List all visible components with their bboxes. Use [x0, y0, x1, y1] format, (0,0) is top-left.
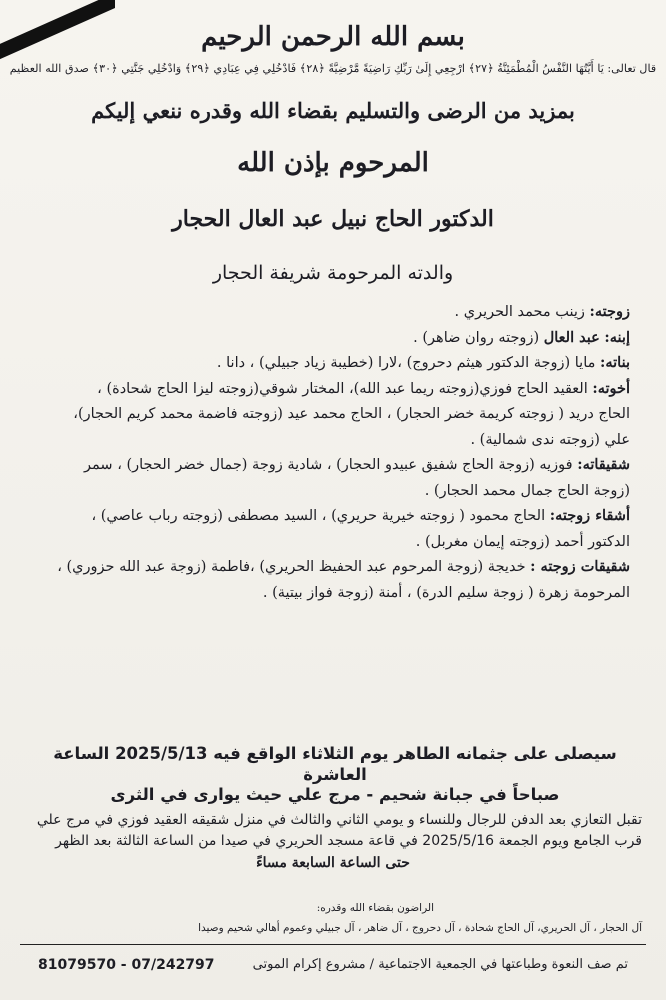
- deceased-name: الدكتور الحاج نبيل عبد العال الحجار: [172, 206, 494, 232]
- condolences-line-2: قرب الجامع ويوم الجمعة 2025/5/16 في قاعة مسجد الحريري في صيدا من الساعة الثالثة بعد الظهر: [55, 832, 642, 849]
- wife-brothers-label: أشقاء زوجته:: [549, 507, 630, 524]
- daughters-line: [30, 356, 630, 371]
- wife-brothers-text-1: الحاج محمود ( زوجته خيرية حريري) ، السيد مصطفى (زوجته رباب عاصي) ،: [91, 508, 546, 524]
- son-line: [30, 328, 630, 346]
- condolences-line-3: حتى الساعة السابعة مساءً: [256, 855, 410, 872]
- wife-label: زوجته:: [589, 303, 630, 320]
- son-name: عبد العال: [543, 328, 600, 346]
- footer-credit: تم صف النعوة وطباعتها في الجمعية الاجتماعية / مشروع إكرام الموتى: [252, 957, 628, 972]
- brothers-line-1: [30, 379, 630, 397]
- prayer-line-2: صباحاً في جبانة شحيم - مرج علي حيث يوارى في الثرى: [110, 785, 560, 805]
- daughters-names: مايا (زوجة الدكتور هيثم دحروج) ،لارا (خطيبة زياد جبيلي) ، دانا .: [216, 355, 596, 371]
- brothers-line-2: الحاج دريد ( زوجته كريمة خضر الحجار) ، الحاج محمد عيد (زوجته فاضمة محمد كريم الحجار)،: [73, 406, 630, 422]
- footer-phones: 81079570 - 07/242797: [38, 957, 215, 973]
- brothers-text-1: العقيد الحاج فوزي(زوجته ريما عبد الله)، المختار شوقي(زوجته ليزا الحاج شحادة) ،: [97, 380, 588, 397]
- son-label: إبنه:: [604, 328, 630, 346]
- wife-sisters-line-1: [30, 560, 630, 575]
- footer: [38, 955, 628, 979]
- basmala: بسم الله الرحمن الرحيم: [201, 22, 465, 52]
- son-detail: (زوجته روان ضاهر) .: [413, 329, 540, 346]
- quran-verse: قال تعالى: يَا أَيَّتُهَا النَّفْسُ الْمُطْمَئِنَّةُ ﴿٢٧﴾ ارْجِعِي إِلَىٰ رَبِّكِ رَاضِيَةً مَّرْضِيَّةً ﴿٢٨﴾ فَادْخُلِي فِي عِبَادِي ﴿٢٩﴾ وَادْخُلِي جَنَّتِي ﴿٣٠﴾ صدق الله العظيم: [9, 62, 657, 75]
- wife-sisters-line-2: المرحومة زهرة ( زوجة سليم الدرة) ، أمنة (زوجة فواز بيتية) .: [262, 584, 630, 601]
- wife-brothers-line-2: الدكتور أحمد (زوجته إيمان مغربل) .: [415, 533, 630, 550]
- mother-line: والدته المرحومة شريفة الحجار: [212, 262, 454, 284]
- condolences-line-1: تقبل التعازي بعد الدفن للرجال وللنساء و يومي الثاني والثالث في منزل شقيقه العقيد فوزي في مرج علي: [36, 812, 642, 828]
- wife-sisters-label: شقيقات زوجته :: [530, 558, 630, 575]
- sisters-text-1: فوزيه (زوجة الحاج شفيق عبيدو الحجار) ، شادية زوجة (جمال خضر الحجار) ، سمر: [84, 457, 573, 473]
- daughters-label: بناته:: [600, 354, 630, 371]
- relatives-list: [30, 305, 630, 611]
- sisters-label: شقيقاته:: [577, 456, 630, 473]
- footer-divider: [20, 944, 646, 945]
- announcement: بمزيد من الرضى والتسليم بقضاء الله وقدره ننعي إليكم: [91, 98, 575, 123]
- mourning-families: آل الحجار ، آل الحريري، آل الحاج شحادة ، آل دحروج ، آل ضاهر ، آل جبيلي وعموم أهالي شحيم وصيدا: [198, 922, 642, 934]
- condolences: [24, 810, 642, 874]
- prayer-line-1: سيصلى على جثمانه الطاهر يوم الثلاثاء الواقع فيه 2025/5/13 الساعة العاشرة: [53, 744, 617, 784]
- sisters-line-2: (زوجة الحاج جمال محمد الحجار) .: [424, 482, 630, 499]
- wife-sisters-text-1: خديجة (زوجة المرحوم عبد الحفيظ الحريري) ،فاطمة (زوجة عبد الله حزوري) ،: [57, 559, 526, 575]
- brothers-label: أخوته:: [592, 379, 630, 397]
- late-label: المرحوم بإذن الله: [237, 148, 429, 178]
- funeral-prayer: [40, 744, 630, 806]
- mourners-title: الراضون بقضاء الله وقدره:: [316, 902, 434, 914]
- wife-line: [30, 305, 630, 320]
- wife-brothers-line-1: [30, 509, 630, 524]
- brothers-line-3: علي (زوجته ندى شمالية) .: [470, 431, 630, 448]
- sisters-line-1: [30, 458, 630, 473]
- wife-name: زينب محمد الحريري .: [454, 304, 585, 320]
